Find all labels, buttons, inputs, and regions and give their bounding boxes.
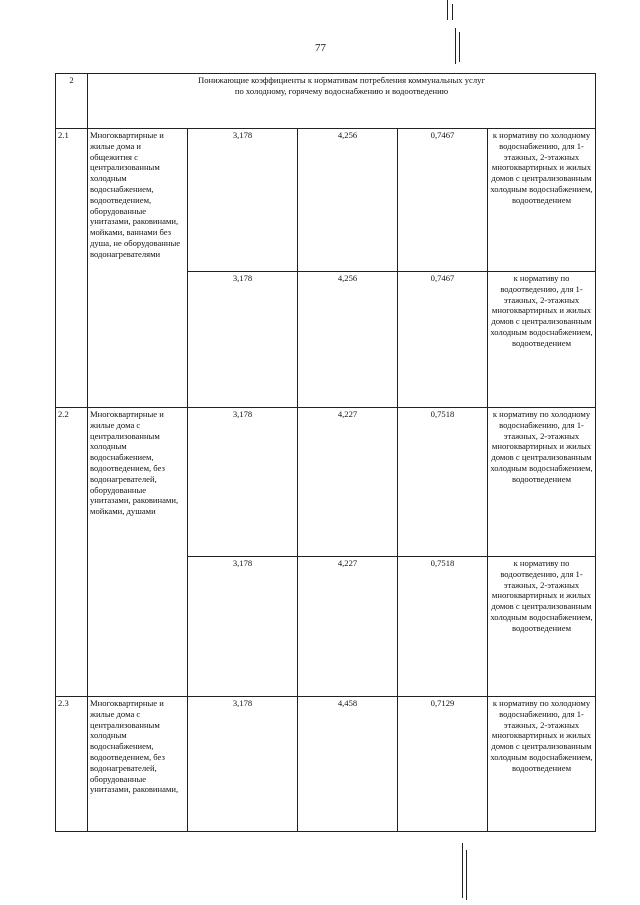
row-description: Многоквартирные и жилые дома с централизованным холодным водоснабжением, водоотведением, без водонагревателей, оборудованные унитазами, раковинами, мойками, душами	[88, 408, 188, 697]
table-row	[56, 129, 596, 272]
section-number: 2	[56, 74, 88, 129]
scan-line	[452, 4, 453, 20]
coefficient-3: 0,7467	[398, 129, 488, 272]
coefficient-3: 0,7518	[398, 408, 488, 557]
scan-line	[466, 850, 467, 900]
coefficient-2: 4,227	[298, 557, 398, 697]
coefficient-1: 3,178	[188, 697, 298, 832]
scan-line	[447, 0, 448, 20]
scan-line	[459, 32, 460, 62]
row-number: 2.2	[56, 408, 88, 697]
row-note: к нормативу по холодному водоснабжению, для 1-этажных, 2-этажных многоквартирных и жилых домов с централизованным холодным водоснабжением, водоотведением	[488, 697, 596, 832]
coefficient-3: 0,7129	[398, 697, 488, 832]
coefficient-2: 4,256	[298, 129, 398, 272]
row-number: 2.3	[56, 697, 88, 832]
row-note: к нормативу по холодному водоснабжению, для 1-этажных, 2-этажных многоквартирных и жилых домов с централизованным холодным водоснабжением, водоотведением	[488, 129, 596, 272]
coefficient-1: 3,178	[188, 272, 298, 408]
coefficient-2: 4,227	[298, 408, 398, 557]
coefficient-2: 4,458	[298, 697, 398, 832]
section-title-line-2: по холодному, горячему водоснабжению и водоотведению	[234, 85, 449, 96]
scan-line	[462, 843, 463, 898]
coefficients-table	[55, 73, 596, 832]
table-row	[56, 408, 596, 557]
coefficient-3: 0,7467	[398, 272, 488, 408]
page-number: 77	[315, 42, 326, 54]
coefficient-3: 0,7518	[398, 557, 488, 697]
coefficient-1: 3,178	[188, 557, 298, 697]
row-description: Многоквартирные и жилые дома и общежития с централизованным холодным водоснабжением, водоотведением, оборудованные унитазами, раковинами, мойками, ваннами без душа, не оборудованные водонагревателями	[88, 129, 188, 408]
coefficient-1: 3,178	[188, 129, 298, 272]
section-title	[88, 74, 596, 129]
row-note: к нормативу по водоотведению, для 1-этажных, 2-этажных многоквартирных и жилых домов с централизованным холодным водоснабжением, водоотведением	[488, 272, 596, 408]
section-header-row	[56, 74, 596, 129]
row-description: Многоквартирные и жилые дома с централизованным холодным водоснабжением, водоотведением, без водонагревателей, оборудованные унитазами, раковинами,	[88, 697, 188, 832]
table-row	[56, 697, 596, 832]
coefficient-2: 4,256	[298, 272, 398, 408]
row-number: 2.1	[56, 129, 88, 408]
row-note: к нормативу по водоотведению, для 1-этажных, 2-этажных многоквартирных и жилых домов с централизованным холодным водоснабжением, водоотведением	[488, 557, 596, 697]
coefficient-1: 3,178	[188, 408, 298, 557]
scan-line	[455, 28, 456, 64]
section-title-line-1: Понижающие коэффициенты к нормативам потребления коммунальных услуг	[198, 75, 485, 85]
row-note: к нормативу по холодному водоснабжению, для 1-этажных, 2-этажных многоквартирных и жилых домов с централизованным холодным водоснабжением, водоотведением	[488, 408, 596, 557]
